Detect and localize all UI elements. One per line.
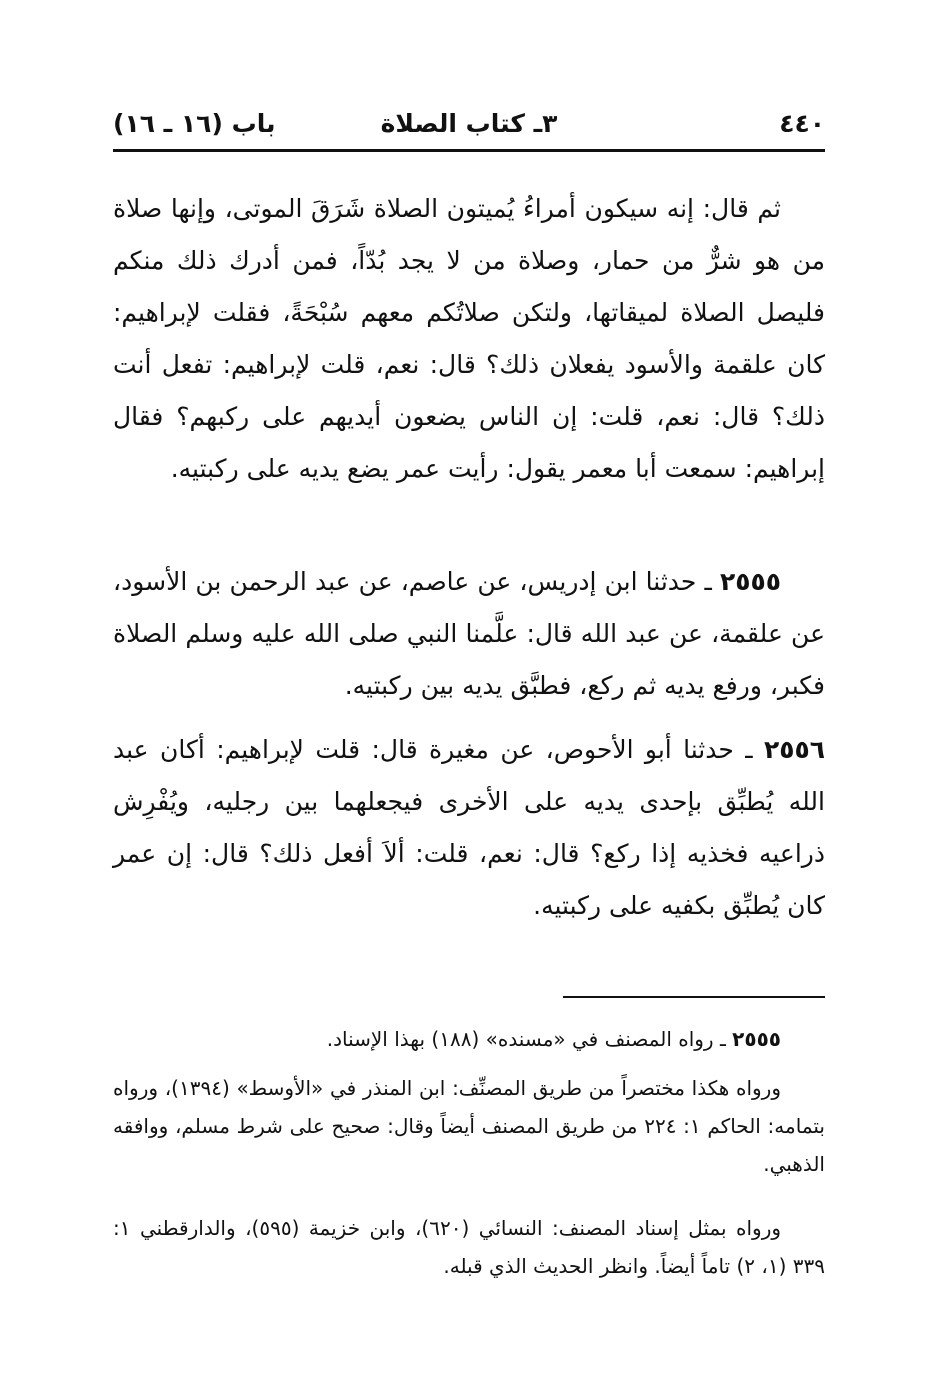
footnote-number: ٢٥٥٥ [732, 1027, 781, 1051]
hadith-2556 [113, 724, 825, 932]
body-paragraph-continuation: ثم قال: إنه سيكون أمراءُ يُميتون الصلاة شَرَقَ الموتى، وإنها صلاة من هو شرٌّ من حمار، وصلاة من لا يجد بُدّاً، فمن أدرك ذلك منكم فليصل الصلاة لميقاتها، ولتكن صلاتُكم معهم سُبْحَةً، فقلت لإبراهيم: كان علقمة والأسود يفعلان ذلك؟ قال: نعم، قلت لإبراهيم: تفعل أنت ذلك؟ قال: نعم، قلت: إن الناس يضعون أيديهم على ركبهم؟ فقال إبراهيم: سمعت أبا معمر يقول: رأيت عمر يضع يديه على ركبتيه. [113, 194, 825, 483]
footnote-2555 [113, 1020, 825, 1058]
footnote-divider [563, 996, 825, 998]
page-header [113, 104, 825, 144]
section-title: باب (١٦ ـ ١٦) [113, 109, 276, 138]
hadith-2555 [113, 556, 825, 712]
hadith-number: ٢٥٥٥ [719, 567, 781, 596]
hadith-text: ـ حدثنا ابن إدريس، عن عاصم، عن عبد الرحمن بن الأسود، عن علقمة، عن عبد الله قال: علَّمنا النبي صلى الله عليه وسلم الصلاة فكبر، ورفع يديه ثم ركع، فطبَّق يديه بين ركبتيه. [113, 567, 825, 700]
chapter-title: ٣ـ كتاب الصلاة [380, 109, 558, 138]
page-number: ٤٤٠ [779, 109, 825, 138]
footnote-paragraph: ورواه بمثل إسناد المصنف: النسائي (٦٢٠)، وابن خزيمة (٥٩٥)، والدارقطني ١: ٣٣٩ (١، ٢) تاماً أيضاً. وانظر الحديث الذي قبله. [113, 1216, 825, 1278]
footnote-paragraph: ورواه هكذا مختصراً من طريق المصنِّف: ابن المنذر في «الأوسط» (١٣٩٤)، ورواه بتمامه: الحاكم ١: ٢٢٤ من طريق المصنف أيضاً وقال: صحيح على شرط مسلم، ووافقه الذهبي. [113, 1076, 825, 1176]
footnote-text: ـ رواه المصنف في «مسنده» (١٨٨) بهذا الإسناد. [326, 1027, 733, 1051]
hadith-number: ٢٥٥٦ [763, 735, 825, 764]
hadith-text: ـ حدثنا أبو الأحوص، عن مغيرة قال: قلت لإبراهيم: أكان عبد الله يُطبِّق بإحدى يديه على الأخرى فيجعلهما بين رجليه، ويُفْرِش ذراعيه فخذيه إذا ركع؟ قال: نعم، قلت: ألاَ أفعل ذلك؟ قال: إن عمر كان يُطبِّق بكفيه على ركبتيه. [113, 735, 825, 920]
header-divider [113, 149, 825, 152]
